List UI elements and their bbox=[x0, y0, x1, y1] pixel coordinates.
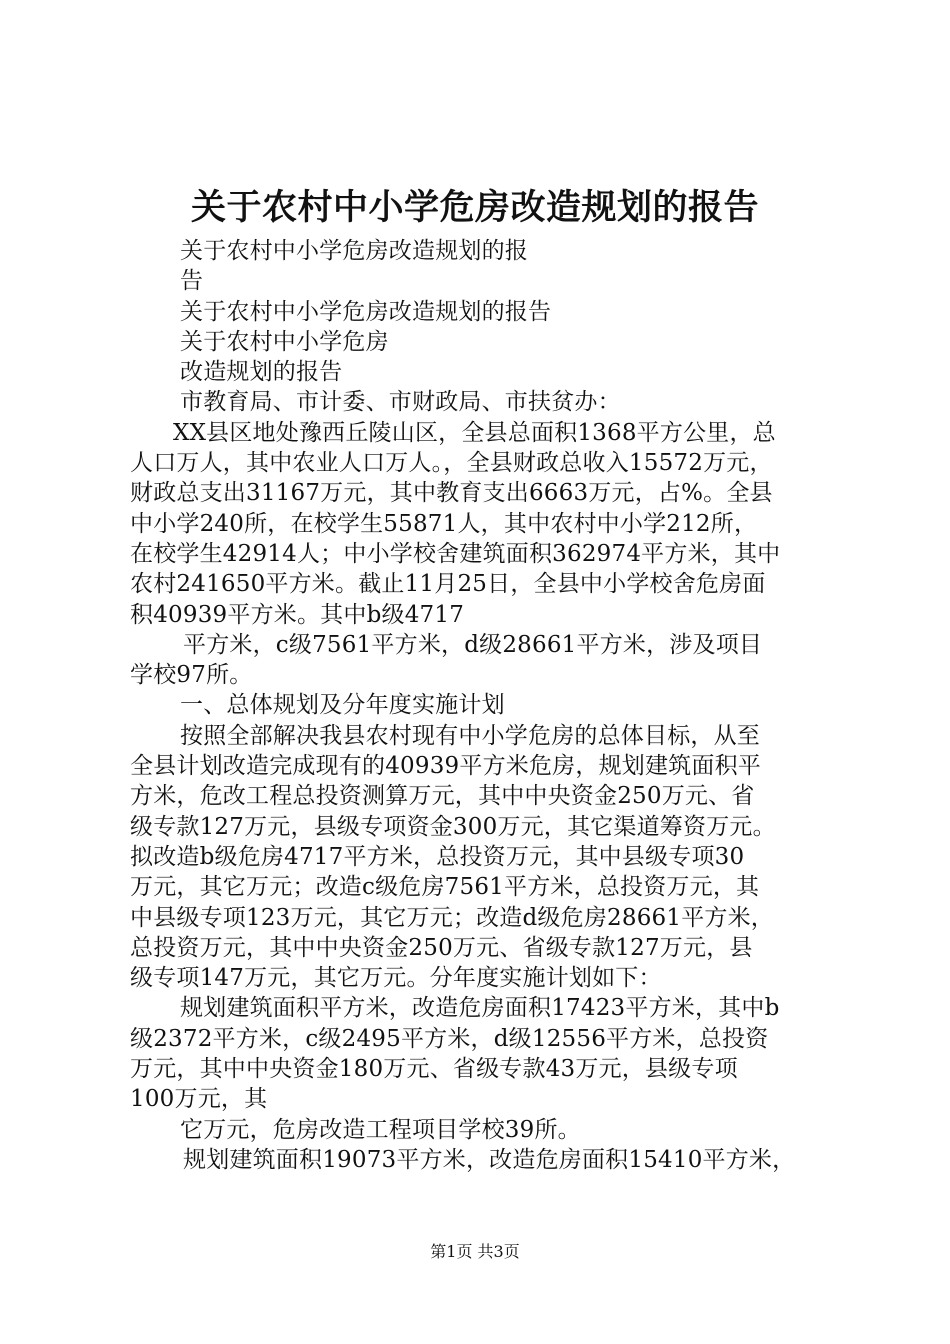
document-body bbox=[130, 236, 835, 1175]
body-line: 积40939平方米。其中b级4717 bbox=[130, 601, 465, 628]
body-line: 规划建筑面积19073平方米，改造危房面积15410平方米， bbox=[183, 1146, 796, 1173]
body-line: 拟改造b级危房4717平方米，总投资万元，其中县级专项30 bbox=[130, 843, 745, 870]
section-heading: 一、总体规划及分年度实施计划 bbox=[180, 692, 505, 719]
body-line: 它万元，危房改造工程项目学校39所。 bbox=[180, 1116, 581, 1143]
body-line: 中县级专项123万元，其它万元；改造d级危房28661平方米， bbox=[130, 904, 774, 931]
body-line: 方米，危改工程总投资测算万元，其中中央资金250万元、省 bbox=[130, 783, 755, 810]
body-line: 在校学生42914人；中小学校舍建筑面积362974平方米，其中 bbox=[130, 540, 781, 567]
body-line: 平方米，c级7561平方米，d级28661平方米，涉及项目 bbox=[183, 631, 763, 658]
page-footer: 第1页 共3页 bbox=[430, 1242, 520, 1261]
body-line: 100万元，其 bbox=[130, 1086, 268, 1113]
body-line: 关于农村中小学危房改造规划的报告 bbox=[180, 298, 552, 325]
body-line: 学校97所。 bbox=[130, 662, 253, 689]
body-line: 农村241650平方米。截止11月25日，全县中小学校舍危房面 bbox=[130, 571, 766, 598]
body-line: XX县区地处豫西丘陵山区，全县总面积1368平方公里，总 bbox=[173, 419, 776, 446]
body-line: 万元，其它万元；改造c级危房7561平方米，总投资万元，其 bbox=[130, 874, 760, 901]
body-line: 总投资万元，其中中央资金250万元、省级专款127万元，县 bbox=[130, 934, 753, 961]
body-line: 规划建筑面积平方米，改造危房面积17423平方米，其中b bbox=[180, 995, 780, 1022]
document-title: 关于农村中小学危房改造规划的报告 bbox=[190, 187, 759, 228]
body-line: 告 bbox=[180, 268, 204, 295]
body-line: 万元，其中中央资金180万元、省级专款43万元，县级专项 bbox=[130, 1056, 738, 1083]
body-line: 中小学240所，在校学生55871人，其中农村中小学212所， bbox=[130, 510, 758, 537]
body-line: 改造规划的报告 bbox=[180, 359, 343, 386]
body-line: 全县计划改造完成现有的40939平方米危房，规划建筑面积平 bbox=[130, 753, 761, 780]
body-line: 级2372平方米，c级2495平方米，d级12556平方米，总投资 bbox=[130, 1025, 769, 1052]
body-line: 级专项147万元，其它万元。分年度实施计划如下： bbox=[130, 965, 662, 992]
body-line: 级专款127万元，县级专项资金300万元，其它渠道筹资万元。 bbox=[130, 813, 776, 840]
body-line: 关于农村中小学危房改造规划的报 bbox=[180, 238, 528, 264]
body-line: 按照全部解决我县农村现有中小学危房的总体目标，从至 bbox=[180, 722, 760, 749]
body-line: 市教育局、市计委、市财政局、市扶贫办： bbox=[180, 389, 621, 416]
body-line: 人口万人，其中农业人口万人。，全县财政总收入15572万元， bbox=[130, 450, 773, 477]
body-line: 关于农村中小学危房 bbox=[180, 328, 389, 355]
body-line: 财政总支出31167万元，其中教育支出6663万元，占%。全县 bbox=[130, 480, 773, 507]
